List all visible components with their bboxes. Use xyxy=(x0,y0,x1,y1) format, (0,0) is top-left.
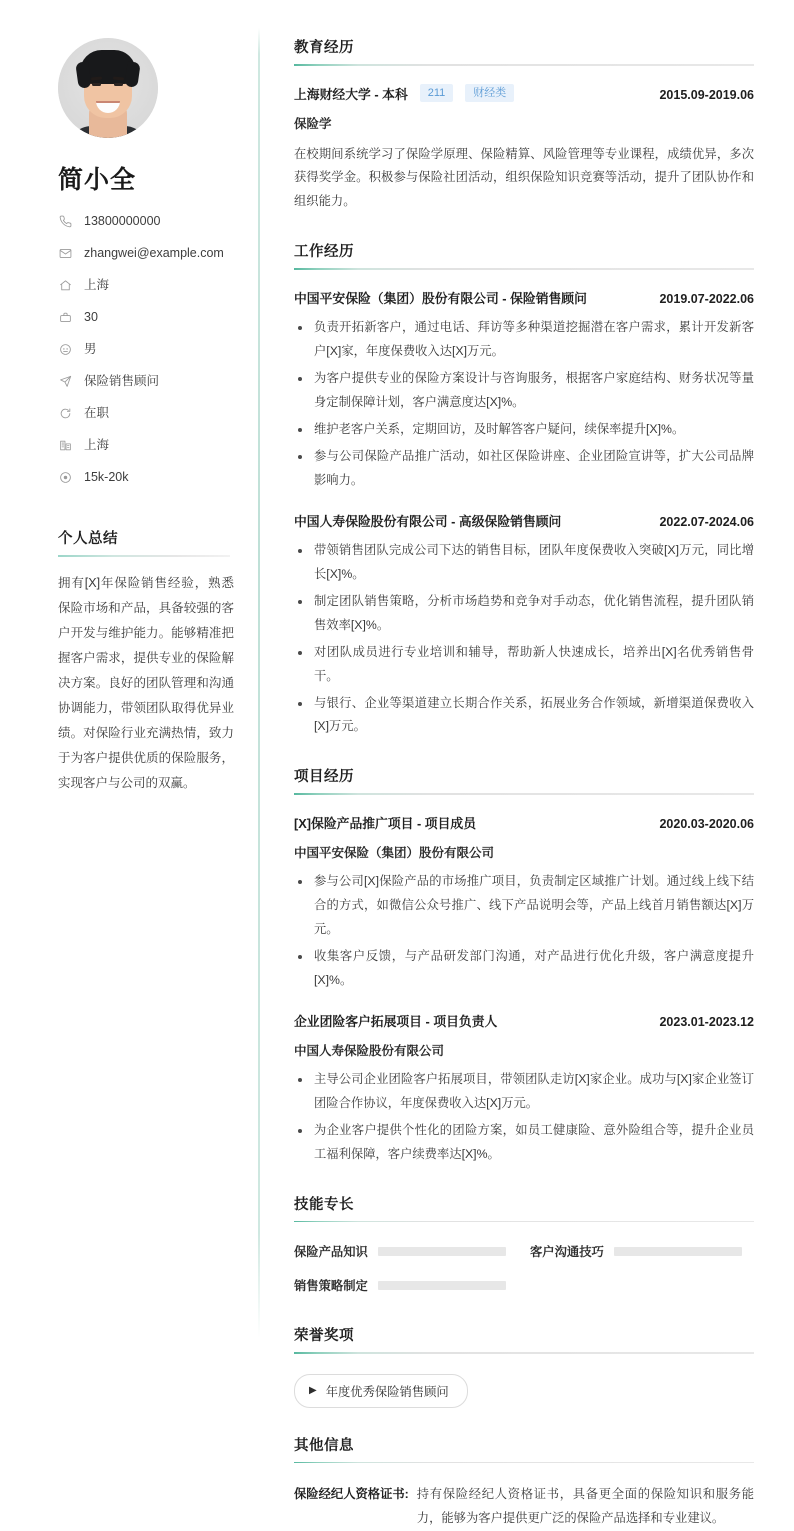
project-date: 2020.03-2020.06 xyxy=(659,816,754,831)
contact-value: zhangwei@example.com xyxy=(84,246,224,260)
contact-item-city xyxy=(58,438,240,453)
education-major: 保险学 xyxy=(294,116,332,131)
bullet-item: 为企业客户提供个性化的团险方案，如员工健康险、意外险组合等，提升企业员工福利保障，客户续费率达[X]%。 xyxy=(294,1119,754,1167)
contact-item-age xyxy=(58,310,240,325)
honors-heading: 荣誉奖项 xyxy=(294,1328,354,1345)
other-label: 保险经纪人资格证书: xyxy=(294,1487,409,1502)
skill-progress-track xyxy=(378,1247,506,1256)
work-section xyxy=(294,240,754,739)
paper-plane-icon xyxy=(58,375,73,388)
work-date: 2019.07-2022.06 xyxy=(659,291,754,306)
other-heading: 其他信息 xyxy=(294,1437,354,1454)
section-rule xyxy=(294,64,754,66)
bullet-item: 与银行、企业等渠道建立长期合作关系，拓展业务合作领域，新增渠道保费收入[X]万元。 xyxy=(294,692,754,740)
project-date: 2023.01-2023.12 xyxy=(659,1014,754,1029)
skill-item xyxy=(294,1276,506,1294)
contact-item-email xyxy=(58,246,240,261)
education-title: 上海财经大学 - 本科 xyxy=(294,86,408,102)
skill-item xyxy=(530,1242,742,1260)
contact-value: 15k-20k xyxy=(84,470,129,484)
contact-value: 上海 xyxy=(84,278,110,292)
contact-value: 男 xyxy=(84,342,97,356)
contact-value: 13800000000 xyxy=(84,214,161,228)
sidebar xyxy=(40,28,258,1338)
education-section xyxy=(294,36,754,214)
project-entry xyxy=(294,1011,754,1167)
projects-heading: 项目经历 xyxy=(294,769,354,786)
project-entry xyxy=(294,813,754,993)
main-content xyxy=(294,28,754,1526)
honor-item[interactable] xyxy=(294,1374,468,1408)
envelope-icon xyxy=(58,247,73,260)
skills-grid xyxy=(294,1242,754,1294)
project-company: 中国人寿保险股份有限公司 xyxy=(294,1043,445,1058)
skill-item xyxy=(294,1242,506,1260)
section-rule xyxy=(294,793,754,795)
contact-item-phone xyxy=(58,214,240,229)
profile-name: 简小全 xyxy=(58,166,137,194)
play-triangle-icon: ▶ xyxy=(309,1384,317,1396)
bullet-item: 制定团队销售策略，分析市场趋势和竞争对手动态，优化销售流程，提升团队销售效率[X]%。 xyxy=(294,590,754,638)
contact-value: 上海 xyxy=(84,438,110,452)
briefcase-icon xyxy=(58,311,73,324)
education-heading: 教育经历 xyxy=(294,40,354,56)
portrait-photo-icon xyxy=(58,38,158,138)
skill-label: 客户沟通技巧 xyxy=(530,1245,604,1260)
bullet-item: 对团队成员进行专业培训和辅导，帮助新人快速成长，培养出[X]名优秀销售骨干。 xyxy=(294,641,754,689)
entry-header xyxy=(294,1011,754,1030)
entry-header xyxy=(294,813,754,832)
contact-item-salary xyxy=(58,470,240,485)
education-tag-211: 211 xyxy=(420,84,454,102)
building-icon xyxy=(58,439,73,452)
bullet-item: 为客户提供专业的保险方案设计与咨询服务，根据客户家庭结构、财务状况等量身定制保障计划，客户满意度达[X]%。 xyxy=(294,367,754,415)
work-entry xyxy=(294,288,754,493)
contact-item-status xyxy=(58,406,240,421)
work-heading: 工作经历 xyxy=(294,244,354,261)
education-title-row xyxy=(294,84,514,103)
phone-icon xyxy=(58,215,73,228)
project-title: [X]保险产品推广项目 - 项目成员 xyxy=(294,815,476,831)
summary-rule xyxy=(58,555,230,557)
bullet-item: 维护老客户关系，定期回访，及时解答客户疑问，续保率提升[X]%。 xyxy=(294,418,754,442)
summary-text: 拥有[X]年保险销售经验，熟悉保险市场和产品，具备较强的客户开发与维护能力。能够精准把握客户需求，提供专业的保险解决方案。良好的团队管理和沟通协调能力，带领团队取得优异业绩。对保险行业充满热情，致力于为客户提供优质的保险服务，实现客户与公司的双赢。 xyxy=(58,575,234,790)
section-rule xyxy=(294,1352,754,1354)
bullet-item: 参与公司保险产品推广活动，如社区保险讲座、企业团险宣讲等，扩大公司品牌影响力。 xyxy=(294,445,754,493)
summary-section xyxy=(58,527,240,796)
bullet-item: 带领销售团队完成公司下达的销售目标，团队年度保费收入突破[X]万元，同比增长[X]%。 xyxy=(294,539,754,587)
project-company: 中国平安保险（集团）股份有限公司 xyxy=(294,845,495,860)
work-date: 2022.07-2024.06 xyxy=(659,514,754,529)
other-item xyxy=(294,1483,754,1531)
skill-label: 保险产品知识 xyxy=(294,1245,368,1260)
gender-icon xyxy=(58,343,73,356)
skill-label: 销售策略制定 xyxy=(294,1279,368,1294)
bullet-item: 参与公司[X]保险产品的市场推广项目，负责制定区域推广计划。通过线上线下结合的方式，如微信公众号推广、线下产品说明会等，产品上线首月销售额达[X]万元。 xyxy=(294,870,754,942)
contact-value: 在职 xyxy=(84,406,110,420)
work-entry xyxy=(294,511,754,740)
bullet-item: 收集客户反馈，与产品研发部门沟通，对产品进行优化升级，客户满意度提升[X]%。 xyxy=(294,945,754,993)
contact-list xyxy=(58,214,240,485)
contact-item-location xyxy=(58,278,240,293)
project-bullets xyxy=(294,870,754,993)
skill-progress-track xyxy=(614,1247,742,1256)
other-value: 持有保险经纪人资格证书，具备更全面的保险知识和服务能力，能够为客户提供更广泛的保险产品选择和专业建议。 xyxy=(416,1487,754,1526)
contact-item-position xyxy=(58,374,240,389)
coin-icon xyxy=(58,471,73,484)
project-bullets xyxy=(294,1068,754,1167)
honor-label: 年度优秀保险销售顾问 xyxy=(325,1384,449,1399)
education-description: 在校期间系统学习了保险学原理、保险精算、风险管理等专业课程，成绩优异，多次获得奖学金。积极参与保险社团活动，组织保险知识竞赛等活动，提升了团队协作和组织能力。 xyxy=(294,146,754,209)
home-icon xyxy=(58,279,73,292)
skills-section xyxy=(294,1193,754,1295)
education-date: 2015.09-2019.06 xyxy=(659,87,754,102)
bullet-item: 负责开拓新客户，通过电话、拜访等多种渠道挖掘潜在客户需求，累计开发新客户[X]家，年度保费收入达[X]万元。 xyxy=(294,316,754,364)
section-rule xyxy=(294,1462,754,1464)
projects-section xyxy=(294,765,754,1166)
section-rule xyxy=(294,1221,754,1223)
honors-list xyxy=(294,1374,754,1408)
section-rule xyxy=(294,268,754,270)
contact-value: 30 xyxy=(84,310,98,324)
entry-header xyxy=(294,511,754,530)
other-section xyxy=(294,1434,754,1531)
skills-heading: 技能专长 xyxy=(294,1196,354,1213)
contact-item-gender xyxy=(58,342,240,357)
avatar xyxy=(58,38,158,138)
honors-section xyxy=(294,1324,754,1408)
work-bullets xyxy=(294,539,754,740)
summary-heading: 个人总结 xyxy=(58,531,118,547)
skill-progress-track xyxy=(378,1281,506,1290)
bullet-item: 主导公司企业团险客户拓展项目，带领团队走访[X]家企业。成功与[X]家企业签订团险合作协议，年度保费收入达[X]万元。 xyxy=(294,1068,754,1116)
project-title: 企业团险客户拓展项目 - 项目负责人 xyxy=(294,1013,498,1029)
education-tag-major: 财经类 xyxy=(465,84,514,102)
work-bullets xyxy=(294,316,754,493)
education-entry xyxy=(294,84,754,215)
work-title: 中国平安保险（集团）股份有限公司 - 保险销售顾问 xyxy=(294,290,587,306)
column-divider xyxy=(258,28,260,1338)
contact-value: 保险销售顾问 xyxy=(84,374,160,388)
entry-header xyxy=(294,288,754,307)
refresh-icon xyxy=(58,407,73,420)
work-title: 中国人寿保险股份有限公司 - 高级保险销售顾问 xyxy=(294,513,562,529)
entry-header xyxy=(294,84,754,103)
